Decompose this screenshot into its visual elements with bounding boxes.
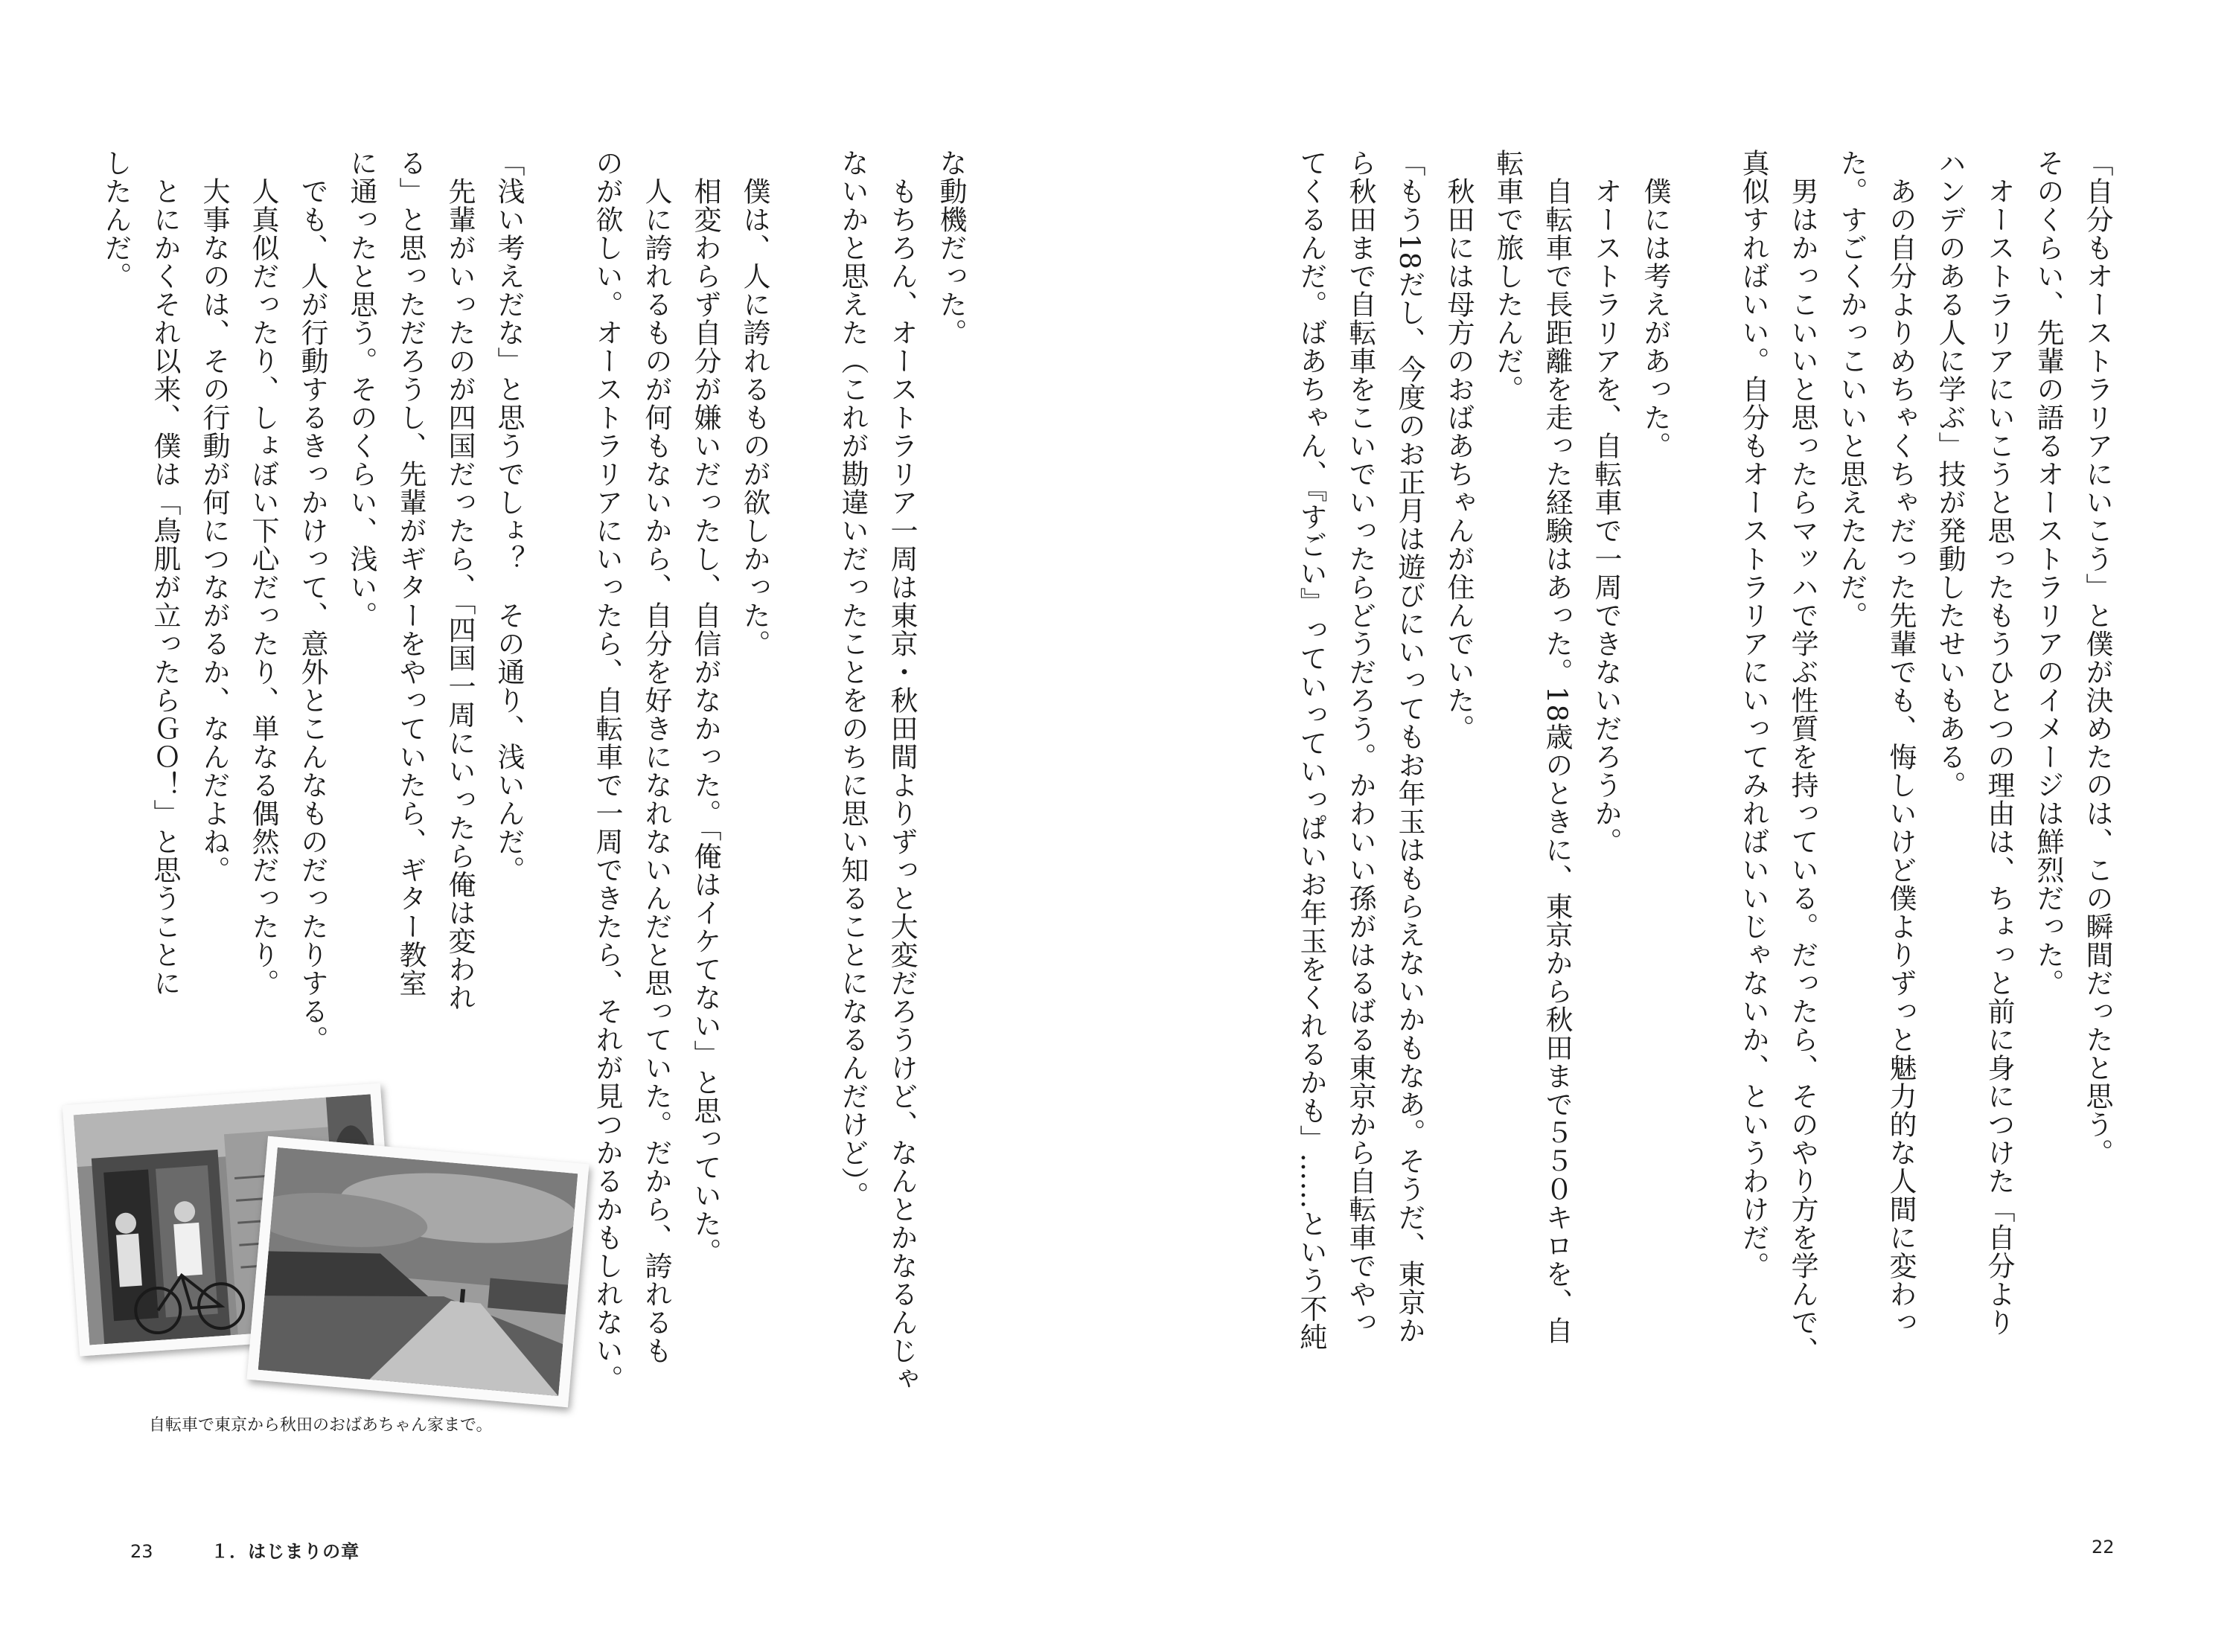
paragraph: 相変わらず自分が嫌いだったし、自信がなかった。「俺はイケてない」と思っていた。	[689, 149, 721, 1267]
paragraph: 秋田には母方のおばあちゃんが住んでいた。	[1443, 149, 1475, 743]
paragraph: あの自分よりめちゃくちゃだった先輩でも、悔しいけど僕よりずっと魅力的な人間に変わっ	[1885, 149, 1917, 1336]
left-page-folio	[130, 1537, 360, 1563]
paragraph: な動機だった。	[935, 149, 967, 347]
paragraph: 大事なのは、その行動が何につながるか、なんだよね。	[198, 149, 230, 884]
paragraph: 男はかっこいいと思ったらマッハで学ぶ性質を持っている。だったら、そのやり方を学んで、	[1786, 149, 1818, 1365]
paragraph: 自転車で長距離を走った経験はあった。18歳のときに、東京から秋田まで５５０キロを、自	[1541, 149, 1573, 1345]
page-number: 22	[2092, 1537, 2115, 1557]
paragraph: のが欲しい。オーストラリアにいったら、自転車で一周できたら、それが見つかるかもしれない。	[591, 149, 623, 1393]
paragraph: る」と思っただろうし、先輩がギターをやっていたら、ギター教室	[394, 149, 427, 997]
paragraph: ハンデのある人に学ぶ」技が発動したせいもある。	[1934, 149, 1966, 799]
paragraph: でも、人が行動するきっかけって、意外とこんなものだったりする。	[296, 149, 328, 1054]
paragraph: 僕には考えがあった。	[1639, 149, 1671, 460]
paragraph: に通ったと思う。そのくらい、浅い。	[345, 149, 377, 630]
paragraph: 転車で旅したんだ。	[1492, 149, 1524, 403]
paragraph: ら秋田まで自転車をこいでいったらどうだろう。かわいい孫がはるばる東京から自転車でやっ	[1344, 149, 1376, 1336]
paragraph: 先輩がいったのが四国だったら、「四国一周にいったら俺は変われ	[444, 149, 476, 1012]
right-page-folio	[2092, 1537, 2115, 1557]
paragraph: オーストラリアにいこうと思ったもうひとつの理由は、ちょっと前に身につけた「自分より	[1983, 149, 2015, 1336]
paragraph: 人に誇れるものが何もないから、自分を好きになれないんだと思っていた。だから、誇れるも	[640, 149, 672, 1365]
paragraph: とにかくそれ以来、僕は「鳥肌が立ったらＧＯ！」と思うことに	[149, 149, 181, 997]
right-page-text	[1286, 149, 2121, 1414]
paragraph: 人真似だったり、しょぼい下心だったり、単なる偶然だったり。	[247, 149, 279, 997]
paragraph: てくるんだ。ばあちゃん、『すごい』っていっていっぱいお年玉をくれるかも」……という不純	[1295, 149, 1327, 1351]
paragraph: 「自分もオーストラリアにいこう」と僕が決めたのは、この瞬間だったと思う。	[2081, 149, 2113, 1167]
photo-rural-road-image	[258, 1147, 578, 1396]
running-head-chapter: １．はじまりの章	[211, 1541, 360, 1562]
paragraph: 「浅い考えだな」と思うでしょ？ その通り、浅いんだ。	[493, 149, 525, 884]
photo-caption: 自転車で東京から秋田のおばあちゃん家まで。	[149, 1416, 493, 1435]
paragraph: したんだ。	[100, 149, 132, 290]
blank-line	[779, 149, 828, 1414]
photo-rural-road	[247, 1136, 590, 1407]
paragraph: 「もう18だし、今度のお正月は遊びにいってもお年玉はもらえないかもなあ。そうだ、東京か	[1393, 149, 1425, 1345]
paragraph: た。すごくかっこいいと思えたんだ。	[1836, 149, 1868, 630]
paragraph: オーストラリアを、自転車で一周できないだろうか。	[1590, 149, 1622, 856]
blank-line	[1679, 149, 1728, 1414]
paragraph: 真似すればいい。自分もオーストラリアにいってみればいいじゃないか、というわけだ。	[1737, 149, 1769, 1280]
page-number: 23	[130, 1541, 153, 1562]
paragraph: 僕は、人に誇れるものが欲しかった。	[738, 149, 770, 658]
paragraph: もちろん、オーストラリア一周は東京・秋田間よりずっと大変だろうけど、なんとかなるんじゃ	[886, 149, 918, 1393]
paragraph: ないかと思えた（これが勘違いだったことをのちに思い知ることになるんだけど）。	[837, 149, 869, 1210]
paragraph: そのくらい、先輩の語るオーストラリアのイメージは鮮烈だった。	[2032, 149, 2064, 997]
